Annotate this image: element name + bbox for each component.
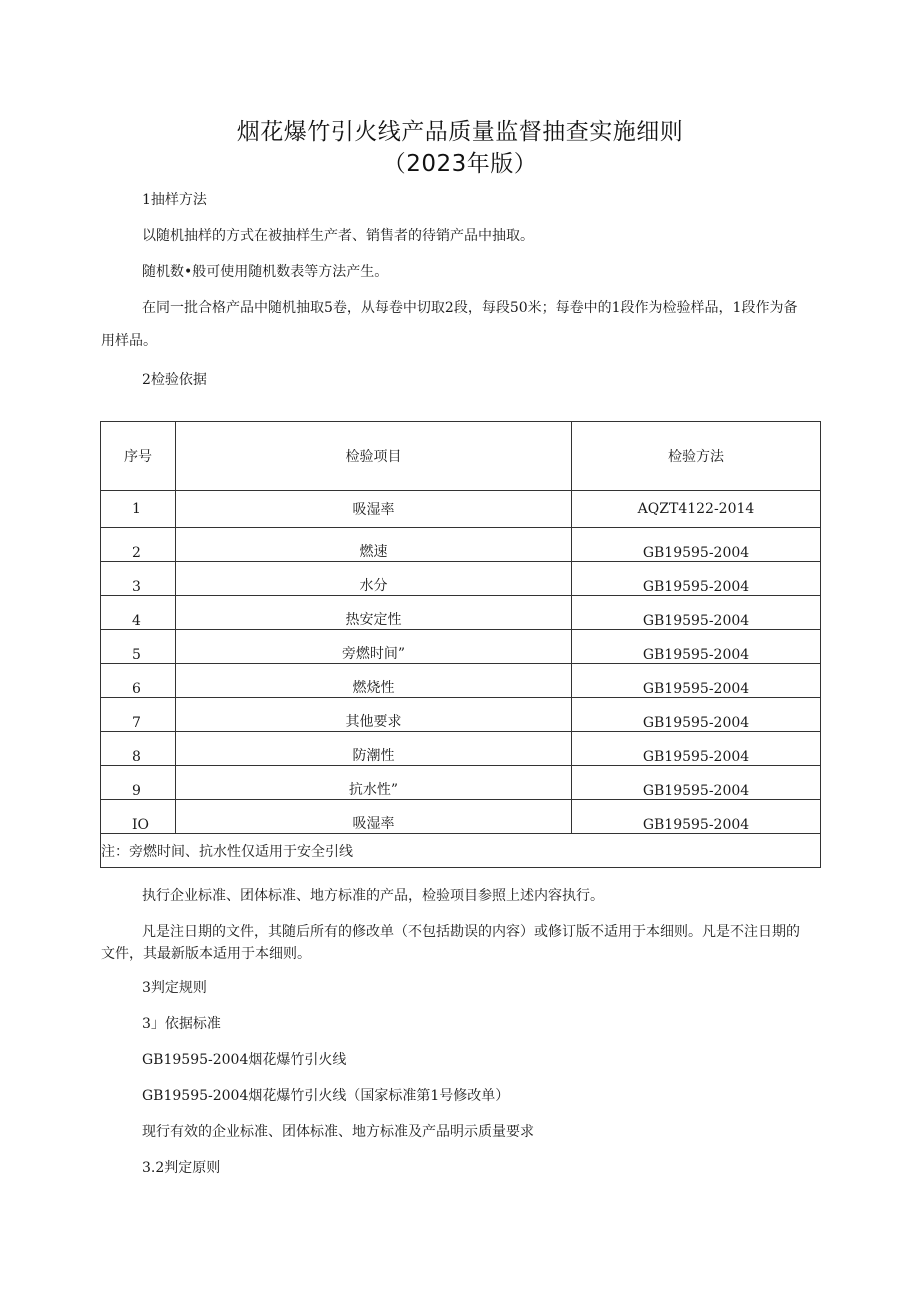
standard-2: GB19595-2004烟花爆竹引火线（国家标准第1号修改单） — [142, 1088, 510, 1104]
row-item: 热安定性 — [176, 596, 572, 630]
row-no: 6 — [101, 664, 176, 698]
row-method: GB19595-2004 — [572, 528, 821, 562]
table-header-row — [101, 422, 821, 491]
row-no: 9 — [101, 766, 176, 800]
row-method: GB19595-2004 — [572, 766, 821, 800]
section-2-para-2: 凡是注日期的文件，其随后所有的修改单（不包括勘误的内容）或修订版不适用于本细则。凡是不注日期的文件，其最新版本适用于本细则。 — [101, 924, 800, 962]
section-2-para-1: 执行企业标准、团体标准、地方标准的产品，检验项目参照上述内容执行。 — [142, 888, 604, 904]
table-row — [101, 630, 821, 664]
document-subtitle: （2023年版） — [382, 151, 538, 177]
header-item: 检验项目 — [176, 422, 572, 491]
row-item: 吸湿率 — [176, 800, 572, 834]
row-item: 防潮性 — [176, 732, 572, 766]
row-item: 水分 — [176, 562, 572, 596]
table-row — [101, 596, 821, 630]
section-1-para-1: 以随机抽样的方式在被抽样生产者、销售者的待销产品中抽取。 — [142, 228, 534, 244]
row-no: 4 — [101, 596, 176, 630]
row-item: 燃速 — [176, 528, 572, 562]
document-title: 烟花爆竹引火线产品质量监督抽查实施细则 — [236, 119, 684, 145]
table-row — [101, 800, 821, 834]
table-row — [101, 491, 821, 528]
row-method: GB19595-2004 — [572, 664, 821, 698]
inspection-table — [100, 421, 821, 868]
row-no: 3 — [101, 562, 176, 596]
row-method: GB19595-2004 — [572, 800, 821, 834]
row-method: GB19595-2004 — [572, 732, 821, 766]
row-method: GB19595-2004 — [572, 698, 821, 732]
table-row — [101, 766, 821, 800]
table-row — [101, 732, 821, 766]
header-method: 检验方法 — [572, 422, 821, 491]
table-row — [101, 664, 821, 698]
row-method: GB19595-2004 — [572, 596, 821, 630]
section-1-para-3: 在同一批合格产品中随机抽取5卷，从每卷中切取2段，每段50米；每卷中的1段作为检验样品，1段作为备用样品。 — [101, 300, 798, 349]
row-item: 旁燃时间” — [176, 630, 572, 664]
section-3-1-heading: 3」依据标准 — [142, 1016, 221, 1032]
row-method: GB19595-2004 — [572, 562, 821, 596]
row-no: 2 — [101, 528, 176, 562]
row-item: 其他要求 — [176, 698, 572, 732]
section-2-heading: 2检验依据 — [142, 372, 207, 388]
section-1-para-2: 随机数•般可使用随机数表等方法产生。 — [142, 264, 389, 280]
table-row — [101, 698, 821, 732]
section-3-heading: 3判定规则 — [142, 980, 207, 996]
row-no: 8 — [101, 732, 176, 766]
row-method: GB19595-2004 — [572, 630, 821, 664]
row-no: 5 — [101, 630, 176, 664]
row-item: 吸湿率 — [176, 491, 572, 528]
table-row — [101, 528, 821, 562]
row-item: 抗水性” — [176, 766, 572, 800]
header-no: 序号 — [101, 422, 176, 491]
standard-1: GB19595-2004烟花爆竹引火线 — [142, 1052, 347, 1068]
section-3-2-heading: 3.2判定原则 — [142, 1160, 221, 1176]
section-1-heading: 1抽样方法 — [142, 192, 207, 208]
row-no: IO — [101, 800, 176, 834]
row-no: 7 — [101, 698, 176, 732]
standard-3: 现行有效的企业标准、团体标准、地方标准及产品明示质量要求 — [142, 1124, 534, 1140]
row-item: 燃烧性 — [176, 664, 572, 698]
row-no: 1 — [101, 491, 176, 528]
table-note: 注：旁燃时间、抗水性仅适用于安全引线 — [101, 834, 821, 868]
table-note-row — [101, 834, 821, 868]
table-row — [101, 562, 821, 596]
row-method: AQZT4122-2014 — [572, 491, 821, 528]
